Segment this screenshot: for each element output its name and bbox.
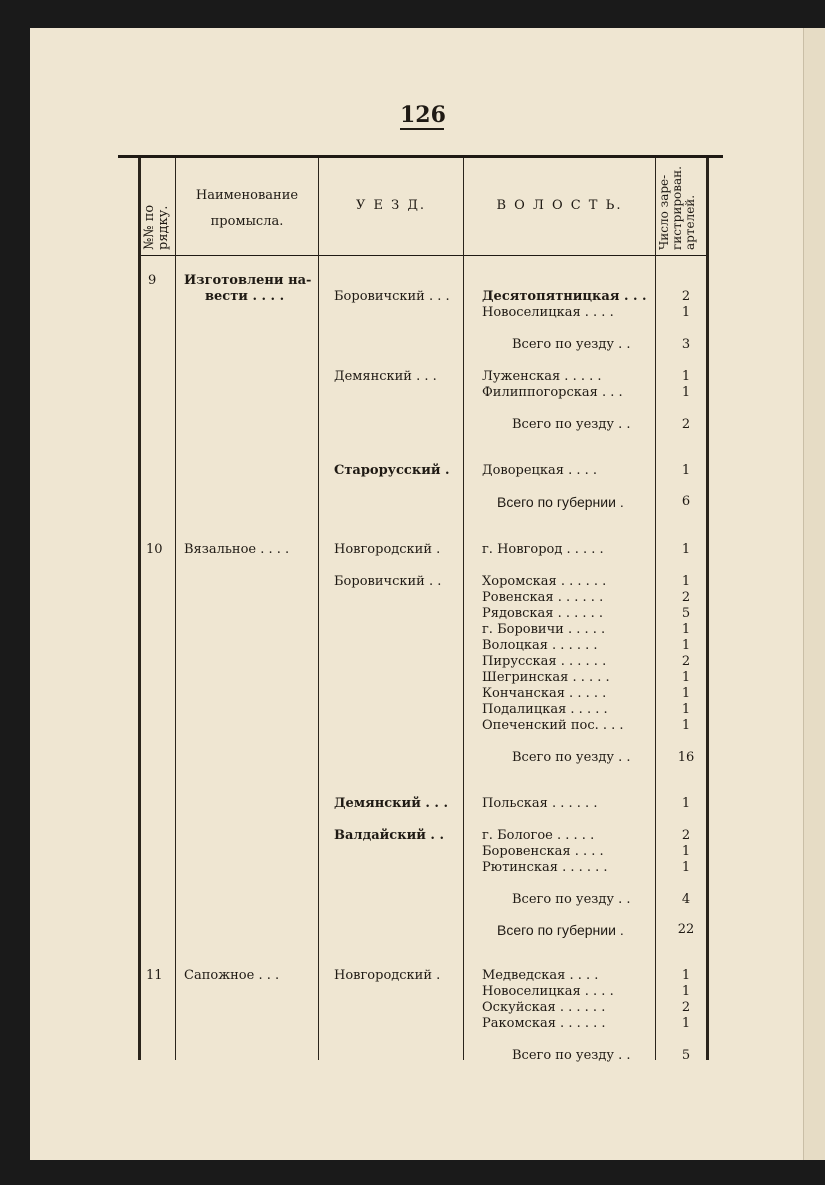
header-count: Число заре- гистрирован. артелей. <box>657 166 697 250</box>
volost-name: Доворецкая . . . . <box>482 463 598 478</box>
column-divider-3 <box>463 158 464 1060</box>
count-value: 1 <box>681 622 691 637</box>
uezd-name: Старорусский . <box>334 463 450 478</box>
volost-name: Пирусская . . . . . . <box>482 654 607 669</box>
subtotal-value: 4 <box>681 892 691 907</box>
volost-name: Ракомская . . . . . . <box>482 1016 606 1031</box>
uezd-name: Боровичский . . . <box>334 289 450 304</box>
count-value: 1 <box>681 702 691 717</box>
page-number-underline <box>400 128 444 130</box>
count-value: 1 <box>681 968 691 983</box>
header-industry: Наименование промысла. <box>195 188 299 229</box>
count-value: 1 <box>681 718 691 733</box>
volost-name: Оскуйская . . . . . . <box>482 1000 606 1015</box>
volost-name: Десятопятницкая . . . <box>482 289 647 304</box>
row-number: 10 <box>146 542 163 557</box>
count-value: 1 <box>681 638 691 653</box>
column-divider-2 <box>318 158 319 1060</box>
volost-name: Рютинская . . . . . . <box>482 860 608 875</box>
column-divider-4 <box>655 158 656 1060</box>
industry-name: вести . . . . <box>205 289 285 304</box>
count-value: 2 <box>681 1000 691 1015</box>
uezd-name: Валдайский . . <box>334 828 444 843</box>
count-value: 2 <box>681 289 691 304</box>
count-value: 1 <box>681 463 691 478</box>
uezd-name: Боровичский . . <box>334 574 442 589</box>
volost-name: Польская . . . . . . <box>482 796 598 811</box>
uezd-name: Демянский . . . <box>334 369 437 384</box>
table-top-rule <box>118 155 723 158</box>
count-value: 2 <box>681 654 691 669</box>
count-value: 1 <box>681 796 691 811</box>
volost-name: Рядовская . . . . . . <box>482 606 604 621</box>
volost-name: Опеченский пос. . . . <box>482 718 624 733</box>
subtotal-value: 2 <box>681 417 691 432</box>
header-number: №№ по рядку. <box>142 204 171 250</box>
total-label: Всего по губернии . <box>497 494 624 510</box>
subtotal-label: Всего по уезду . . <box>512 892 631 907</box>
table-right-rule <box>706 158 709 1060</box>
uezd-name: Новгородский . <box>334 542 441 557</box>
count-value: 1 <box>681 860 691 875</box>
count-value: 1 <box>681 542 691 557</box>
row-number: 9 <box>148 273 157 288</box>
subtotal-label: Всего по уезду . . <box>512 1048 631 1063</box>
page-edge <box>803 28 825 1160</box>
volost-name: г. Новгород . . . . . <box>482 542 604 557</box>
total-label: Всего по губернии . <box>497 922 624 938</box>
table-left-rule <box>138 158 141 1060</box>
count-value: 1 <box>681 574 691 589</box>
volost-name: Ровенская . . . . . . <box>482 590 604 605</box>
industry-name: Вязальное . . . . <box>184 542 290 557</box>
header-volost: В О Л О С Т Ь. <box>496 198 623 213</box>
subtotal-label: Всего по уезду . . <box>512 337 631 352</box>
count-value: 1 <box>681 1016 691 1031</box>
subtotal-label: Всего по уезду . . <box>512 750 631 765</box>
volost-name: Медведская . . . . <box>482 968 599 983</box>
row-number: 11 <box>146 968 163 983</box>
volost-name: Луженская . . . . . <box>482 369 602 384</box>
subtotal-value: 5 <box>681 1048 691 1063</box>
header-rule <box>138 255 708 256</box>
header-uezd: У Е З Д. <box>355 198 427 213</box>
volost-name: Боровенская . . . . <box>482 844 604 859</box>
page-number: 126 <box>400 102 446 128</box>
volost-name: г. Боровичи . . . . . <box>482 622 606 637</box>
uezd-name: Новгородский . <box>334 968 441 983</box>
count-value: 5 <box>681 606 691 621</box>
count-value: 1 <box>681 984 691 999</box>
volost-name: Новоселицкая . . . . <box>482 305 614 320</box>
subtotal-value: 16 <box>677 750 695 765</box>
volost-name: Подалицкая . . . . . <box>482 702 608 717</box>
industry-name: Изготовлени на- <box>184 273 312 288</box>
count-value: 1 <box>681 385 691 400</box>
count-value: 1 <box>681 670 691 685</box>
subtotal-value: 3 <box>681 337 691 352</box>
volost-name: Хоромская . . . . . . <box>482 574 607 589</box>
industry-name: Сапожное . . . <box>184 968 280 983</box>
total-value: 6 <box>681 494 691 509</box>
count-value: 2 <box>681 590 691 605</box>
count-value: 1 <box>681 305 691 320</box>
column-divider-1 <box>175 158 176 1060</box>
count-value: 1 <box>681 369 691 384</box>
uezd-name: Демянский . . . <box>334 796 448 811</box>
total-value: 22 <box>677 922 695 937</box>
volost-name: Филиппогорская . . . <box>482 385 623 400</box>
subtotal-label: Всего по уезду . . <box>512 417 631 432</box>
volost-name: Кончанская . . . . . <box>482 686 607 701</box>
count-value: 1 <box>681 844 691 859</box>
count-value: 2 <box>681 828 691 843</box>
volost-name: г. Бологое . . . . . <box>482 828 595 843</box>
volost-name: Волоцкая . . . . . . <box>482 638 598 653</box>
volost-name: Шегринская . . . . . <box>482 670 610 685</box>
count-value: 1 <box>681 686 691 701</box>
volost-name: Новоселицкая . . . . <box>482 984 614 999</box>
